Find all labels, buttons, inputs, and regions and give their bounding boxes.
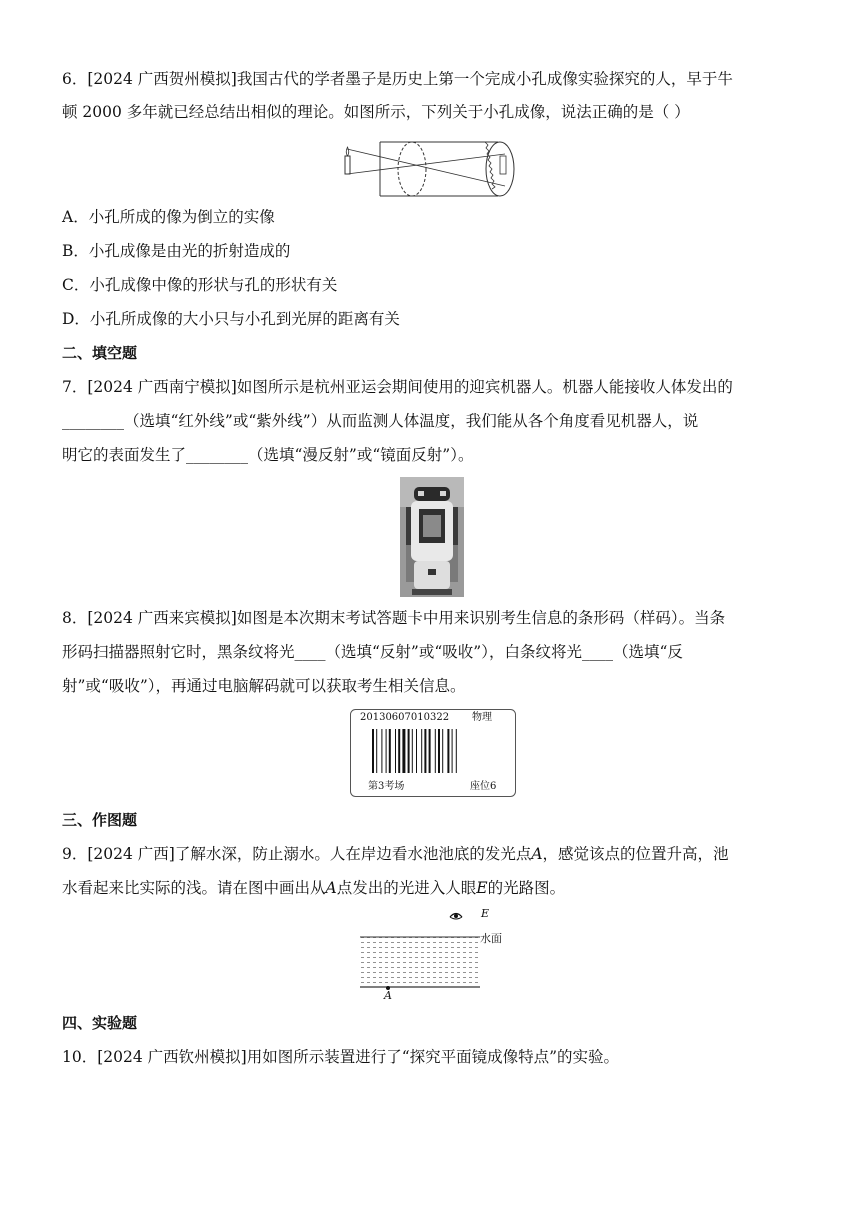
barcode-bar — [429, 729, 431, 773]
q9-line2-text-a: 水看起来比实际的浅。请在图中画出从 — [62, 879, 326, 897]
q9-line2 — [62, 877, 565, 899]
section-heading-fill-blank: 二、填空题 — [62, 344, 138, 362]
barcode-bar — [381, 729, 382, 773]
barcode-bar — [389, 729, 391, 773]
q7-line1: 7．[2024 广西南宁模拟]如图所示是杭州亚运会期间使用的迎宾机器人。机器人能接收人体发出的 — [62, 378, 733, 396]
barcode-bar — [395, 729, 396, 773]
q8-line3: 射”或“吸收”），再通过电脑解码就可以获取考生相关信息。 — [62, 677, 466, 695]
barcode-bar — [402, 729, 405, 773]
barcode-bar — [435, 729, 436, 773]
barcode-bar — [408, 729, 410, 773]
barcode-bar — [438, 729, 440, 773]
q6-option-a: A．小孔所成的像为倒立的实像 — [62, 208, 275, 226]
q7-line3: 明它的表面发生了________（选填“漫反射”或“镜面反射”）。 — [62, 446, 474, 464]
q9-line1-text-c: ，感觉该点的位置升高，池 — [542, 845, 729, 863]
barcode-bar — [386, 729, 387, 773]
barcode-bar — [442, 729, 443, 773]
barcode-bar — [376, 729, 377, 773]
section-heading-drawing: 三、作图题 — [62, 811, 138, 829]
barcode-seat: 座位6 — [470, 781, 497, 792]
barcode-number: 20130607010322 — [360, 712, 450, 723]
barcode-bar — [456, 729, 457, 773]
q6-option-b: B．小孔成像是由光的折射造成的 — [62, 242, 291, 260]
water-pool-drawing — [355, 905, 515, 1005]
barcode-bar — [452, 729, 453, 773]
barcode-subject: 物理 — [472, 712, 492, 723]
q9-line1-text-a: 9．[2024 广西]了解水深，防止溺水。人在岸边看水池池底的发光点 — [62, 845, 532, 863]
q9-point-a-ref-2: A — [325, 879, 337, 897]
barcode-bar — [372, 729, 374, 773]
q9-line2-text-c: 点发出的光进入人眼 — [336, 879, 477, 897]
q7-line2: ________（选填“红外线”或“紫外线”）从而监测人体温度，我们能从各个角度看见机器人，说 — [62, 412, 699, 430]
section-heading-experiment: 四、实验题 — [62, 1014, 138, 1032]
robot-photo — [400, 477, 464, 597]
barcode-bar — [398, 729, 400, 773]
barcode-bar — [421, 729, 422, 773]
pinhole-camera-figure — [340, 134, 532, 204]
barcode-figure — [350, 709, 516, 797]
water-pool-figure — [355, 905, 515, 1005]
q6-line2: 顿 2000 多年就已经总结出相似的理论。如图所示，下列关于小孔成像，说法正确的是（ ） — [62, 103, 690, 121]
barcode-bar — [416, 729, 417, 773]
q9-line2-text-e: 的光路图。 — [487, 879, 566, 897]
barcode-room: 第3考场 — [368, 781, 405, 792]
q6-option-d: D．小孔所成像的大小只与小孔到光屏的距离有关 — [62, 310, 400, 328]
q6-line1: 6．[2024 广西贺州模拟]我国古代的学者墨子是历史上第一个完成小孔成像实验探究的人，早于牛 — [62, 70, 733, 88]
point-a-label: A — [384, 989, 392, 1002]
q9-point-a-ref: A — [531, 845, 543, 863]
q9-line1 — [62, 843, 729, 865]
barcode-bar — [424, 729, 426, 773]
q9-eye-e-ref: E — [476, 879, 488, 897]
q10-line1: 10．[2024 广西钦州模拟]用如图所示装置进行了“探究平面镜成像特点”的实验。 — [62, 1048, 620, 1066]
q8-line1: 8．[2024 广西来宾模拟]如图是本次期末考试答题卡中用来识别考生信息的条形码（样码）。当条 — [62, 609, 726, 627]
eye-label-e: E — [481, 907, 490, 920]
q8-line2: 形码扫描器照射它时，黑条纹将光____（选填“反射”或“吸收”），白条纹将光____（选填“反 — [62, 643, 683, 661]
barcode-bar — [412, 729, 413, 773]
eye-icon — [450, 914, 462, 920]
q6-option-c: C．小孔成像中像的形状与孔的形状有关 — [62, 276, 338, 294]
water-surface-label: 水面 — [480, 932, 502, 945]
barcode-bar — [447, 729, 449, 773]
